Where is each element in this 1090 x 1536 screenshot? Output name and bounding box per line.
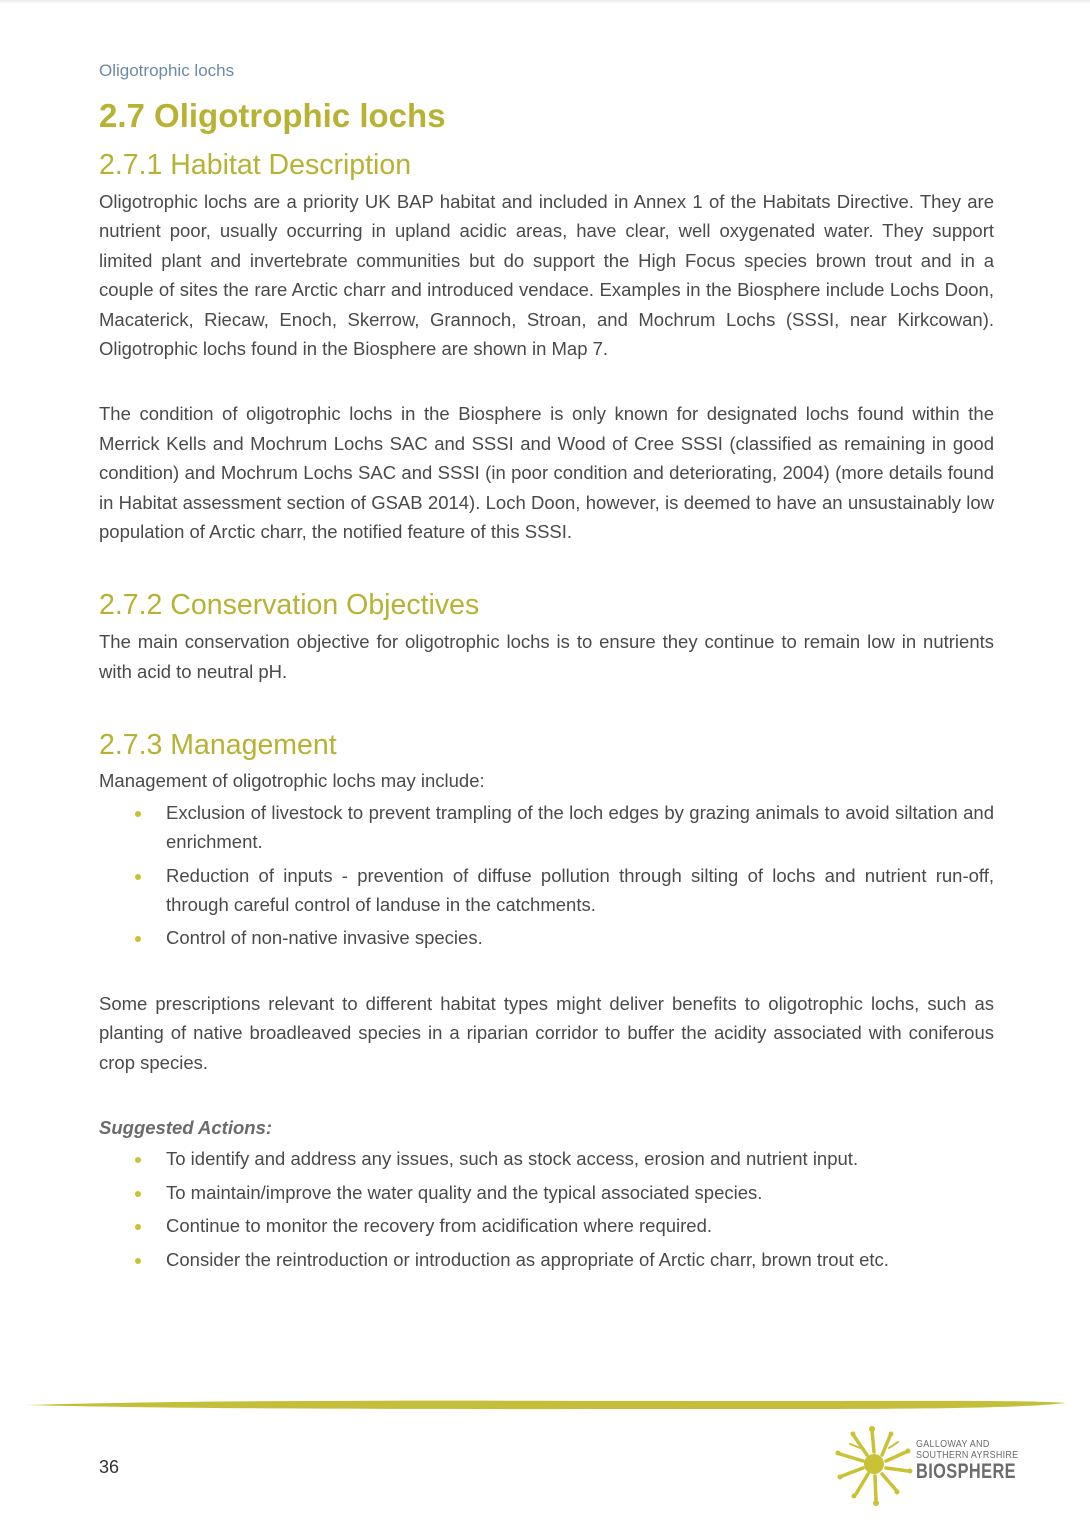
logo-line-1: GALLOWAY AND (916, 1439, 990, 1450)
footer-divider (24, 1396, 1068, 1414)
list-item (99, 861, 994, 920)
bullet-icon (135, 936, 141, 942)
list-item (99, 923, 994, 952)
sunburst-icon (832, 1424, 916, 1508)
habitat-paragraph-2: The condition of oligotrophic lochs in the Biosphere is only known for designated lochs found within the Merrick Kells and Mochrum Lochs SAC and SSSI and Wood of Cree SSSI (classified as remaining in good condition) and Mochrum Lochs SAC and SSSI (in poor condition and deteriorating, 2004) (more details found in Habitat assessment section of GSAB 2014). Loch Doon, however, is deemed to have an unsustainably low population of Arctic charr, the notified feature of this SSSI. (99, 403, 994, 543)
logo-line-3: BIOSPHERE (916, 1460, 1016, 1483)
list-item (99, 1245, 994, 1274)
list-item (99, 1211, 994, 1240)
bullet-icon (135, 1224, 141, 1230)
suggested-actions-list (99, 1144, 994, 1274)
conservation-paragraph: The main conservation objective for oligotrophic lochs is to ensure they continue to remain low in nutrients with acid to neutral pH. (99, 631, 994, 682)
logo-line-2: SOUTHERN AYRSHIRE (916, 1449, 1019, 1461)
page-number: 36 (99, 1457, 120, 1477)
list-item-text: Reduction of inputs - prevention of diffuse pollution through silting of lochs and nutrient run-off, through careful control of landuse in the catchments. (166, 864, 994, 915)
section-title: 2.7 Oligotrophic lochs (99, 97, 446, 134)
management-paragraph: Some prescriptions relevant to different habitat types might deliver benefits to oligotrophic lochs, such as planting of native broadleaved species in a riparian corridor to buffer the acidity associated with coniferous crop species. (99, 992, 994, 1073)
list-item-text: To maintain/improve the water quality and the typical associated species. (166, 1181, 763, 1203)
management-list (99, 798, 994, 953)
bullet-icon (135, 1191, 141, 1197)
list-item-text: Consider the reintroduction or introduction as appropriate of Arctic charr, brown trout etc. (166, 1248, 889, 1270)
bullet-icon (135, 874, 141, 880)
list-item-text: Control of non-native invasive species. (166, 927, 483, 949)
bullet-icon (135, 1157, 141, 1163)
management-heading: 2.7.3 Management (99, 729, 337, 762)
page-top-shadow (0, 0, 1090, 4)
bullet-icon (135, 811, 141, 817)
bullet-icon (135, 1258, 141, 1264)
suggested-actions-label: Suggested Actions: (99, 1116, 273, 1138)
document-page (99, 58, 994, 1278)
running-head: Oligotrophic lochs (99, 61, 235, 80)
list-item-text: Exclusion of livestock to prevent trampling of the loch edges by grazing animals to avoid siltation and enrichment. (166, 801, 994, 853)
conservation-objectives-heading: 2.7.2 Conservation Objectives (99, 589, 480, 622)
logo-text (916, 1440, 1044, 1483)
biosphere-logo (832, 1424, 1019, 1508)
list-item-text: To identify and address any issues, such as stock access, erosion and nutrient input. (166, 1148, 859, 1170)
list-item (99, 1144, 994, 1173)
list-item (99, 1178, 994, 1207)
list-item-text: Continue to monitor the recovery from acidification where required. (166, 1215, 713, 1237)
habitat-paragraph-1: Oligotrophic lochs are a priority UK BAP habitat and included in Annex 1 of the Habitats Directive. They are nutrient poor, usually occurring in upland acidic areas, have clear, well oxygenated water. They support limited plant and invertebrate communities but do support the High Focus species brown trout and in a couple of sites the rare Arctic charr and introduced vendace. Examples in the Biosphere include Lochs Doon, Macaterick, Riecaw, Enoch, Skerrow, Grannoch, Stroan, and Mochrum Lochs (SSSI, near Kirkcowan). Oligotrophic lochs found in the Biosphere are shown in Map 7. (99, 191, 994, 360)
list-item (99, 798, 994, 857)
management-intro: Management of oligotrophic lochs may include: (99, 770, 485, 792)
habitat-description-heading: 2.7.1 Habitat Description (99, 149, 412, 181)
